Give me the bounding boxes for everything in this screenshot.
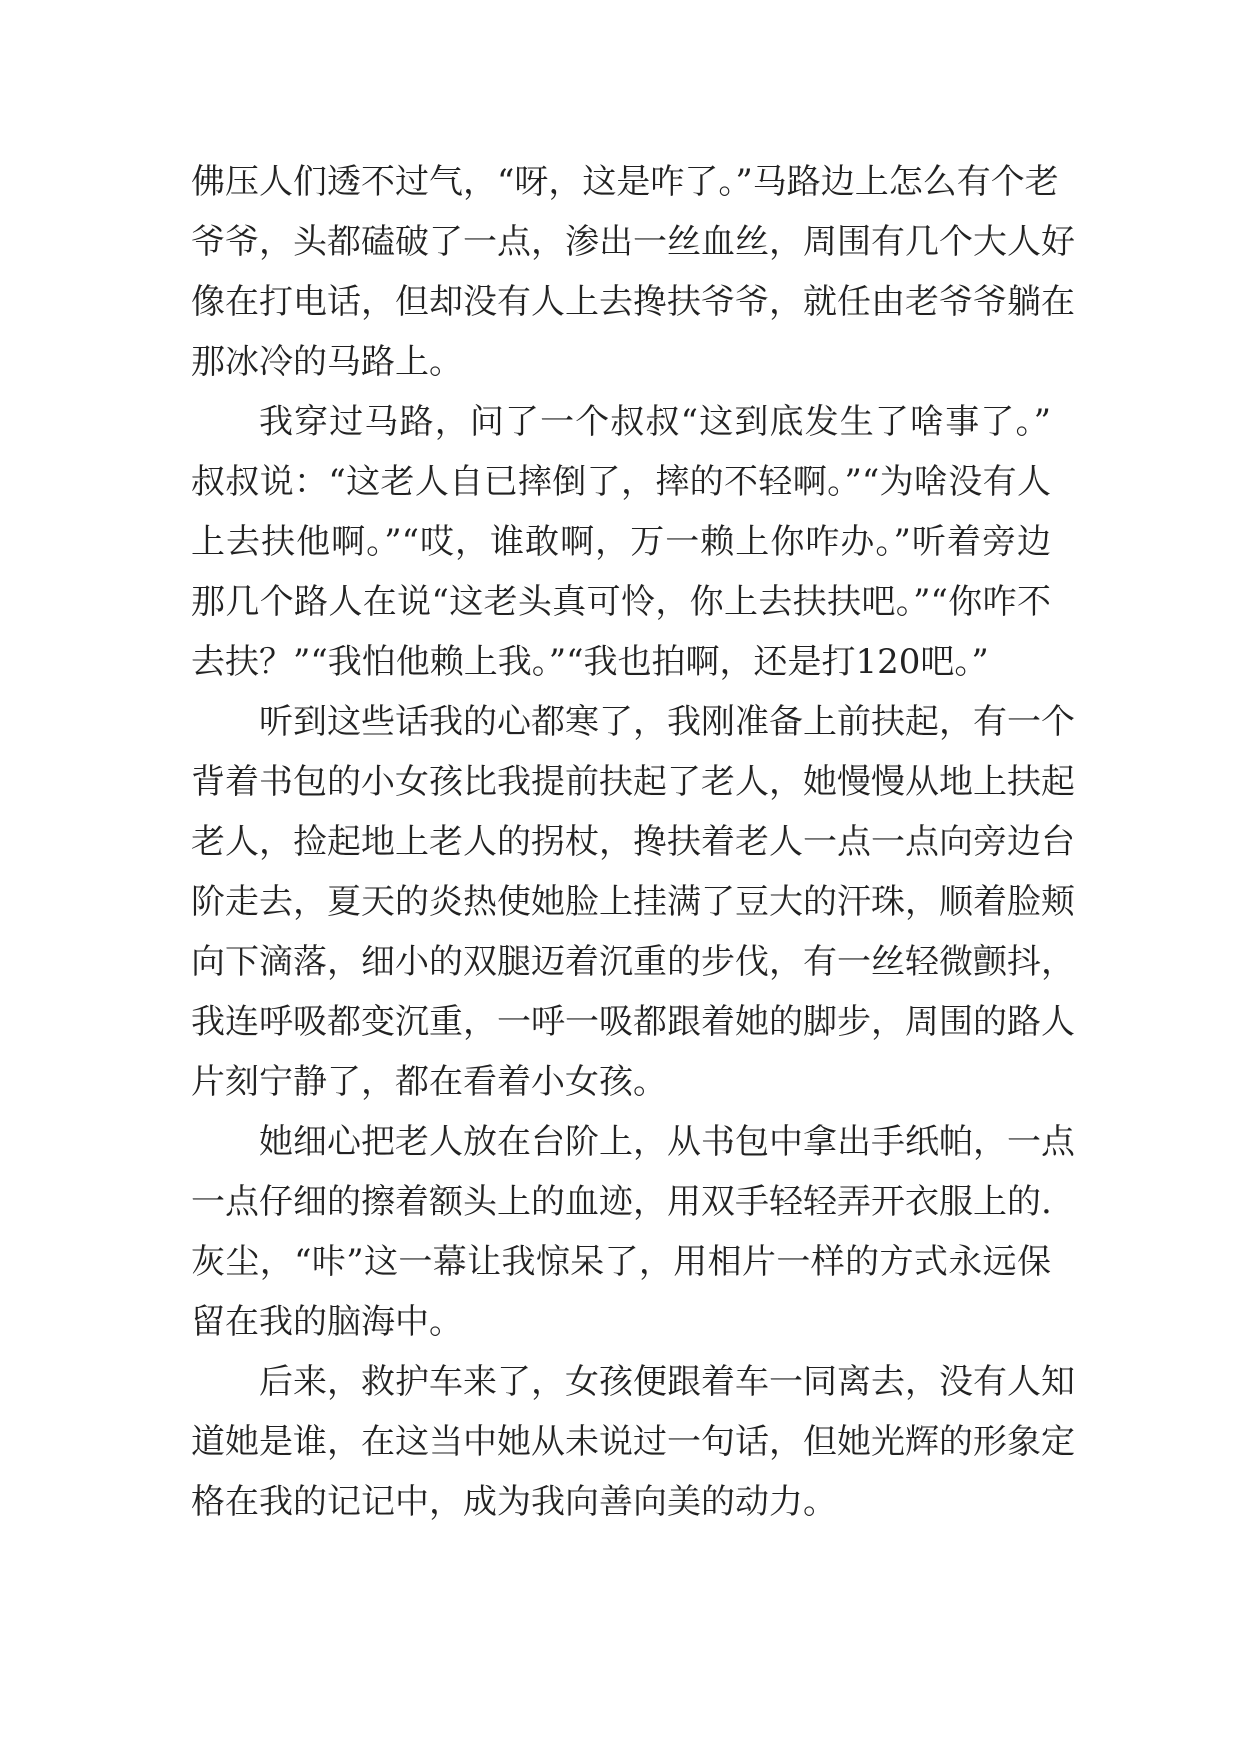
text-line: 她细心把老人放在台阶上，从书包中拿出手纸帕，一点 (259, 1122, 1075, 1162)
text-line: 那几个路人在说“这老头真可怜，你上去扶扶吧。”“你咋不 (191, 582, 1051, 622)
text-line: 去扶？”“我怕他赖上我。”“我也拍啊，还是打120吧。” (191, 642, 989, 682)
text-line: 留在我的脑海中。 (191, 1302, 463, 1342)
text-line: 像在打电话，但却没有人上去搀扶爷爷，就任由老爷爷躺在 (191, 282, 1075, 322)
text-line: 片刻宁静了，都在看着小女孩。 (191, 1062, 667, 1102)
text-line: 一点仔细的擦着额头上的血迹，用双手轻轻弄开衣服上的. (191, 1182, 1052, 1222)
text-line: 上去扶他啊。”“哎，谁敢啊，万一赖上你咋办。”听着旁边 (191, 522, 1051, 562)
text-line: 向下滴落，细小的双腿迈着沉重的步伐，有一丝轻微颤抖， (191, 942, 1075, 982)
text-line: 听到这些话我的心都寒了，我刚准备上前扶起，有一个 (259, 702, 1075, 742)
paragraph (191, 1112, 1075, 1352)
paragraph (191, 152, 1075, 392)
paragraph (191, 1352, 1075, 1532)
text-line: 爷爷，头都磕破了一点，渗出一丝血丝，周围有几个大人好 (191, 222, 1075, 262)
text-line: 我连呼吸都变沉重，一呼一吸都跟着她的脚步，周围的路人 (191, 1002, 1075, 1042)
text-line: 灰尘，“咔”这一幕让我惊呆了，用相片一样的方式永远保 (191, 1242, 1051, 1282)
text-line: 叔叔说：“这老人自已摔倒了，摔的不轻啊。”“为啥没有人 (191, 462, 1051, 502)
text-line: 阶走去，夏天的炎热使她脸上挂满了豆大的汗珠，顺着脸颊 (191, 882, 1075, 922)
article-body (191, 152, 1075, 1532)
text-line: 佛压人们透不过气，“呀，这是咋了。”马路边上怎么有个老 (191, 162, 1059, 202)
text-line: 后来，救护车来了，女孩便跟着车一同离去，没有人知 (259, 1362, 1075, 1402)
text-line: 道她是谁，在这当中她从未说过一句话，但她光辉的形象定 (191, 1422, 1075, 1462)
text-line: 格在我的记记中，成为我向善向美的动力。 (191, 1482, 837, 1522)
text-line: 背着书包的小女孩比我提前扶起了老人，她慢慢从地上扶起 (191, 762, 1075, 802)
paragraph (191, 692, 1075, 1112)
text-line: 我穿过马路，问了一个叔叔“这到底发生了啥事了。” (259, 402, 1051, 442)
text-line: 老人，捡起地上老人的拐杖，搀扶着老人一点一点向旁边台 (191, 822, 1075, 862)
paragraph (191, 392, 1051, 692)
text-line: 那冰冷的马路上。 (191, 342, 463, 382)
